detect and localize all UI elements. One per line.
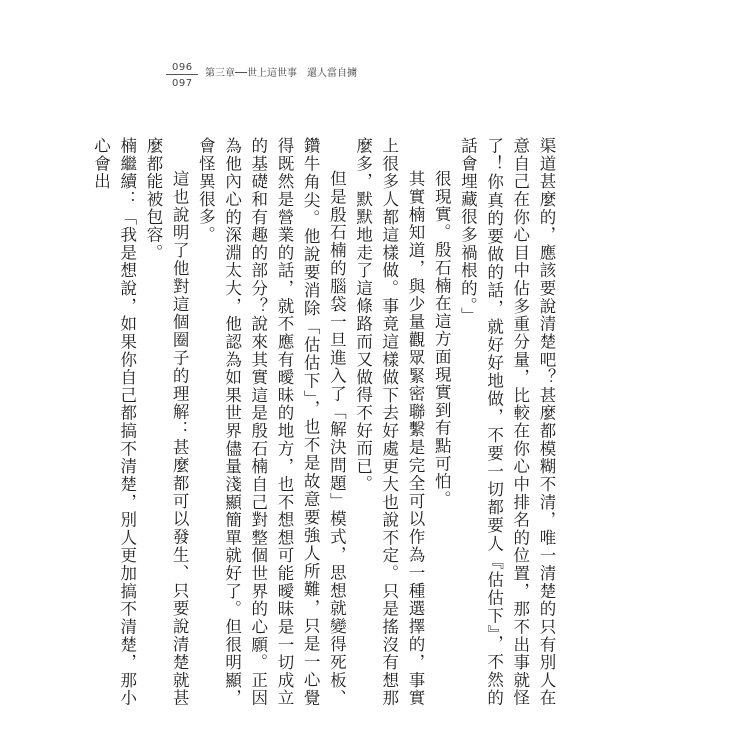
paragraph-2: 很現實。殷石楠在這方面現實到有點可怕。: [432, 170, 452, 509]
paragraph-4: 但是殷石楠的腦袋一旦進入了「解決問題」模式，思想就變得死板、鑽牛角尖。他說要消除「估估下」，也不是故意要強人所難，只是一心覺得既然是營業的話，就不應有曖昧的地方，也不想想可能曖昧是一切成立的基礎和有趣的部分？說來其實這是殷石楠自己對整個世界的心願。正因為他內心的深淵太大，他認為如果世界儘量淺顯簡單就好了。但很明顯，會怪異很多。: [196, 137, 347, 707]
running-head: 第三章──世上這世事 還人當自擄: [205, 68, 358, 79]
paragraph-5: 這也說明了他對這個圈子的理解：甚麼都可以發生、只要說清楚就甚麼都能被包容。: [143, 137, 190, 707]
paragraph-6: 楠繼續：「我是想說，如果你自己都搞不清楚，別人更加搞不清楚，那小心會出: [91, 137, 137, 707]
paragraph-1: 渠道甚麼的，應該要說清楚吧？甚麼都模糊不清，唯一清楚的只有別人在意自己在你心目中佔多重分量，比較在你心中排名的位置，那不出事就怪了！你真的要做的話，就好好地做，不要一切都要人『估估下』，不然的話會埋藏很多禍根的。」: [458, 137, 556, 707]
paragraph-3: 其實楠知道，與少量觀眾緊密聯繫是完全可以作為一種選擇的，事實上很多人都這樣做。事竟這樣做下去好處更大也說不定。只是搖沒有想那麼多，默默地走了這條路而又做得不好而已。: [353, 137, 425, 707]
page-number-top: 096: [172, 62, 193, 73]
body-text: [91, 137, 559, 707]
header-rule: [166, 74, 198, 75]
page-number-bottom: 097: [172, 78, 193, 89]
